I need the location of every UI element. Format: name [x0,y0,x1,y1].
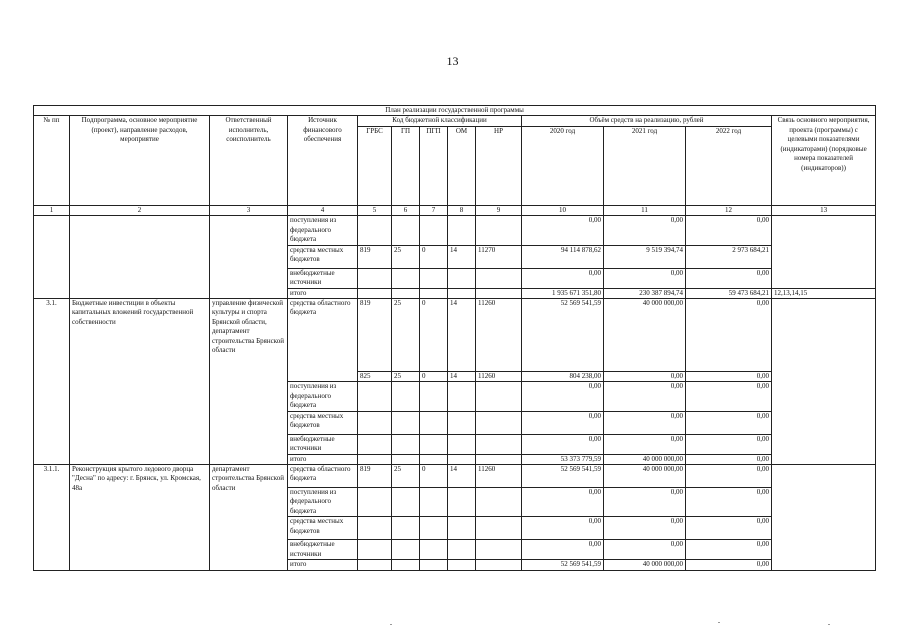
cell-grbs [358,517,392,540]
cell-2022: 0,00 [686,465,772,488]
cell-om [448,216,476,245]
scan-speck [390,624,392,625]
cell-2020: 52 569 541,59 [522,465,604,488]
cell-2020: 94 114 878,62 [522,245,604,268]
cell-gp [392,454,420,464]
cell-source: средства областного бюджета [288,465,358,488]
cell-2021: 0,00 [604,268,686,288]
cell-om [448,382,476,411]
cell-2020: 0,00 [522,268,604,288]
cell-gp: 25 [392,371,420,381]
cell-nr [476,411,522,434]
cell-nr: 11260 [476,298,522,371]
cell-om: 14 [448,465,476,488]
cell-2021-total: 40 000 000,00 [604,454,686,464]
cell-source: средства областного бюджета [288,298,358,381]
cell-2020-total: 53 373 779,59 [522,454,604,464]
cell-grbs [358,454,392,464]
table-title: План реализации государственной программы [34,106,876,116]
cell-2020: 0,00 [522,411,604,434]
cell-grbs [358,216,392,245]
program-plan-table [33,105,876,571]
cell-responsible: департамент строительства Брянской области [210,465,288,571]
header-gp: ГП [392,126,420,205]
cell-2020: 0,00 [522,216,604,245]
col-number: 1 [34,205,70,215]
cell-event [70,216,210,299]
header-no: № пп [34,116,70,205]
cell-pgp [420,382,448,411]
cell-gp [392,216,420,245]
table-row [34,465,876,488]
cell-2022-total: 0,00 [686,454,772,464]
col-number: 7 [420,205,448,215]
cell-pgp [420,434,448,454]
cell-gp: 25 [392,245,420,268]
cell-2022: 0,00 [686,298,772,371]
cell-2021-total: 40 000 000,00 [604,560,686,570]
col-number: 5 [358,205,392,215]
col-number: 12 [686,205,772,215]
cell-2021-total: 230 387 894,74 [604,288,686,298]
cell-no: 3.1. [34,298,70,464]
cell-nr [476,216,522,245]
cell-nr [476,382,522,411]
cell-source: внебюджетные источники [288,268,358,288]
cell-nr [476,517,522,540]
cell-gp [392,488,420,517]
col-number: 10 [522,205,604,215]
cell-2021: 0,00 [604,517,686,540]
cell-pgp: 0 [420,465,448,488]
cell-2022: 0,00 [686,268,772,288]
cell-source: внебюджетные источники [288,540,358,560]
cell-2021: 40 000 000,00 [604,465,686,488]
header-2022: 2022 год [686,126,772,205]
header-volume: Объём средств на реализацию, рублей [522,116,772,126]
cell-gp [392,517,420,540]
cell-2022-total: 0,00 [686,560,772,570]
cell-source: внебюджетные источники [288,434,358,454]
cell-2020: 0,00 [522,517,604,540]
cell-2022: 0,00 [686,488,772,517]
cell-pgp [420,411,448,434]
cell-2021: 0,00 [604,371,686,381]
col-number: 3 [210,205,288,215]
cell-grbs [358,488,392,517]
cell-event: Бюджетные инвестиции в объекты капитальных вложений государственной собственности [70,298,210,464]
cell-om: 14 [448,245,476,268]
cell-link: 12,13,14,15 [772,288,876,298]
col-number: 6 [392,205,420,215]
header-nr: НР [476,126,522,205]
cell-om [448,434,476,454]
cell-pgp [420,560,448,570]
cell-gp [392,382,420,411]
cell-2020: 0,00 [522,488,604,517]
cell-2021: 40 000 000,00 [604,298,686,371]
cell-link [772,298,876,464]
cell-om [448,288,476,298]
cell-2021: 0,00 [604,434,686,454]
cell-no [34,216,70,299]
cell-2020: 0,00 [522,382,604,411]
cell-responsible: управление физической культуры и спорта Брянской области, департамент строительства Брянской области [210,298,288,464]
header-link: Связь основного мероприятия, проекта (программы) с целевыми показателями (индикаторами) (порядковые номера показателей (индикаторов)) [772,116,876,205]
cell-event: Реконструкция крытого ледового дворца "Десна" по адресу: г. Брянск, ул. Кромская, 48а [70,465,210,571]
cell-source: итого [288,288,358,298]
cell-nr [476,268,522,288]
cell-grbs: 819 [358,298,392,371]
col-number: 2 [70,205,210,215]
cell-gp: 25 [392,298,420,371]
cell-gp [392,268,420,288]
cell-2022: 0,00 [686,382,772,411]
header-2020: 2020 год [522,126,604,205]
cell-2022: 0,00 [686,411,772,434]
col-number: 8 [448,205,476,215]
cell-2020-total: 52 569 541,59 [522,560,604,570]
cell-link [772,465,876,571]
cell-pgp: 0 [420,298,448,371]
column-number-row [34,205,876,215]
cell-gp [392,540,420,560]
cell-pgp: 0 [420,371,448,381]
cell-2020: 0,00 [522,540,604,560]
cell-om [448,517,476,540]
col-number: 13 [772,205,876,215]
cell-2021: 0,00 [604,382,686,411]
cell-2022-total: 59 473 684,21 [686,288,772,298]
cell-gp [392,411,420,434]
cell-gp [392,434,420,454]
table-row [34,298,876,371]
scan-speck [828,624,830,625]
cell-nr [476,560,522,570]
cell-grbs: 819 [358,465,392,488]
cell-om: 14 [448,298,476,371]
cell-om [448,540,476,560]
cell-source: средства местных бюджетов [288,411,358,434]
cell-source: средства местных бюджетов [288,245,358,268]
cell-2022: 0,00 [686,517,772,540]
cell-grbs [358,382,392,411]
header-pgp: ПГП [420,126,448,205]
cell-source: итого [288,560,358,570]
cell-source: итого [288,454,358,464]
cell-pgp [420,288,448,298]
col-number: 11 [604,205,686,215]
cell-pgp [420,454,448,464]
cell-responsible [210,216,288,299]
cell-2021: 0,00 [604,411,686,434]
cell-2022: 0,00 [686,371,772,381]
cell-grbs [358,434,392,454]
cell-grbs: 819 [358,245,392,268]
cell-grbs [358,288,392,298]
cell-nr: 11260 [476,465,522,488]
cell-gp [392,288,420,298]
table-row [34,216,876,245]
header-om: ОМ [448,126,476,205]
cell-om [448,454,476,464]
cell-grbs [358,411,392,434]
cell-pgp [420,540,448,560]
cell-nr [476,434,522,454]
cell-pgp [420,216,448,245]
cell-gp: 25 [392,465,420,488]
cell-grbs [358,560,392,570]
cell-2021: 0,00 [604,216,686,245]
cell-gp [392,560,420,570]
cell-grbs: 825 [358,371,392,381]
cell-source: средства местных бюджетов [288,517,358,540]
cell-2020: 52 569 541,59 [522,298,604,371]
cell-nr: 11260 [476,371,522,381]
cell-2022: 0,00 [686,434,772,454]
cell-2020: 0,00 [522,434,604,454]
cell-grbs [358,268,392,288]
header-grbs: ГРБС [358,126,392,205]
cell-pgp [420,517,448,540]
header-event: Подпрограмма, основное мероприятие (проект), направление расходов, мероприятие [70,116,210,205]
cell-source: поступления из федерального бюджета [288,488,358,517]
cell-nr [476,488,522,517]
cell-grbs [358,540,392,560]
page-number: 13 [446,54,459,68]
cell-nr [476,454,522,464]
cell-om [448,411,476,434]
cell-nr [476,288,522,298]
cell-nr [476,540,522,560]
cell-pgp [420,488,448,517]
cell-source: поступления из федерального бюджета [288,216,358,245]
cell-2021: 0,00 [604,540,686,560]
cell-pgp [420,268,448,288]
cell-source: поступления из федерального бюджета [288,382,358,411]
header-source: Источник финансового обеспечения [288,116,358,205]
scan-speck [718,622,720,623]
cell-no: 3.1.1. [34,465,70,571]
cell-om [448,560,476,570]
col-number: 9 [476,205,522,215]
cell-2021: 9 519 394,74 [604,245,686,268]
cell-2020-total: 1 935 671 351,80 [522,288,604,298]
cell-om [448,268,476,288]
header-budget-code: Код бюджетной классификации [358,116,522,126]
cell-2022: 0,00 [686,216,772,245]
cell-om: 14 [448,371,476,381]
cell-2022: 0,00 [686,540,772,560]
scan-margin [0,600,905,640]
cell-om [448,488,476,517]
cell-2021: 0,00 [604,488,686,517]
cell-link [772,216,876,288]
cell-2020: 804 238,00 [522,371,604,381]
cell-nr: 11270 [476,245,522,268]
header-responsible: Ответственный исполнитель, соисполнитель [210,116,288,205]
cell-pgp: 0 [420,245,448,268]
col-number: 4 [288,205,358,215]
cell-2022: 2 973 684,21 [686,245,772,268]
header-2021: 2021 год [604,126,686,205]
